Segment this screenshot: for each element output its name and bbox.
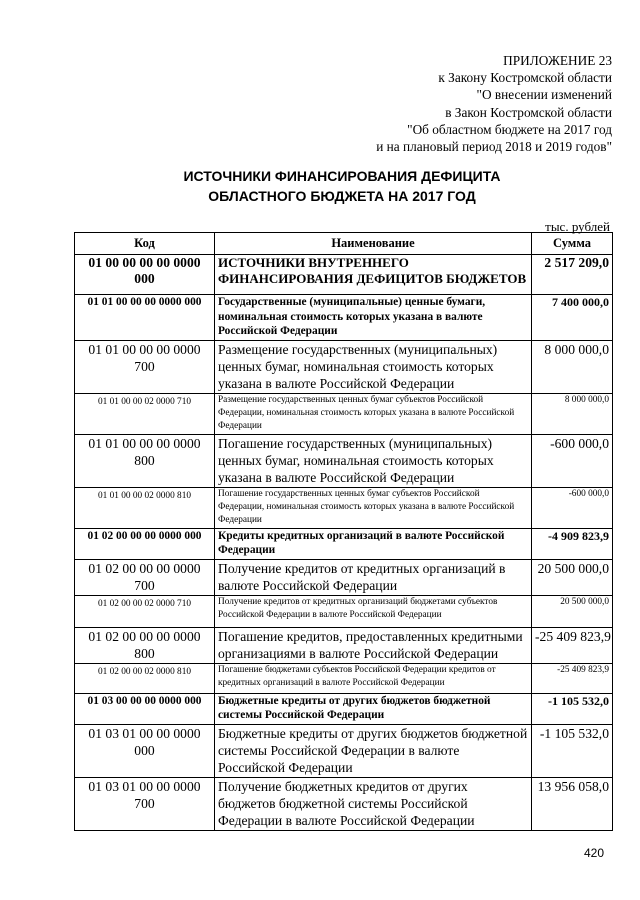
table-row — [75, 487, 613, 528]
row-code: 01 02 00 00 00 0000 700 — [75, 559, 215, 595]
row-name: Размещение государственных (муниципальных) ценных бумаг, номинальная стоимость которых указана в валюте Российской Федерации — [215, 340, 532, 393]
document-title — [0, 166, 640, 206]
appendix-line: ПРИЛОЖЕНИЕ 23 — [503, 53, 612, 68]
row-amount: 8 000 000,0 — [532, 393, 613, 434]
table-row — [75, 559, 613, 595]
title-line: ИСТОЧНИКИ ФИНАНСИРОВАНИЯ ДЕФИЦИТА — [183, 168, 501, 184]
table-row — [75, 777, 613, 830]
page-number: 420 — [584, 846, 605, 860]
table-row — [75, 663, 613, 693]
row-amount: -1 105 532,0 — [532, 693, 613, 724]
row-code: 01 02 00 00 02 0000 710 — [75, 595, 215, 627]
row-amount: 8 000 000,0 — [532, 340, 613, 393]
appendix-line: в Закон Костромской области — [445, 104, 612, 120]
row-amount: -600 000,0 — [532, 487, 613, 528]
row-name: Бюджетные кредиты от других бюджетов бюджетной системы Российской Федерации — [215, 693, 532, 724]
row-amount: 20 500 000,0 — [532, 559, 613, 595]
row-code: 01 01 00 00 00 0000 000 — [75, 295, 215, 341]
row-code: 01 01 00 00 02 0000 710 — [75, 393, 215, 434]
row-amount: -25 409 823,9 — [532, 627, 613, 663]
appendix-line: "О внесении изменений — [476, 87, 612, 103]
financing-sources-table — [74, 232, 613, 831]
appendix-header — [300, 52, 612, 155]
appendix-line: "Об областном бюджете на 2017 год — [407, 121, 612, 137]
row-amount: 20 500 000,0 — [532, 595, 613, 627]
row-name: Бюджетные кредиты от других бюджетов бюджетной системы Российской Федерации в валюте Российской Федерации — [215, 724, 532, 777]
table-row — [75, 693, 613, 724]
table-row — [75, 434, 613, 487]
row-amount: -1 105 532,0 — [532, 724, 613, 777]
row-name: Получение кредитов от кредитных организаций бюджетами субъектов Российской Федерации в валюте Российской Федерации — [215, 595, 532, 627]
units-label: тыс. рублей — [545, 219, 610, 234]
table-row — [75, 595, 613, 627]
row-code: 01 02 00 00 02 0000 810 — [75, 663, 215, 693]
row-code: 01 01 00 00 00 0000 700 — [75, 340, 215, 393]
row-amount: -25 409 823,9 — [532, 663, 613, 693]
appendix-line: к Закону Костромской области — [438, 70, 612, 86]
table-row — [75, 393, 613, 434]
row-name: Получение бюджетных кредитов от других бюджетов бюджетной системы Российской Федерации в валюте Российской Федерации — [215, 777, 532, 830]
row-amount: -600 000,0 — [532, 434, 613, 487]
column-header-amount: Сумма — [532, 233, 613, 255]
column-header-name: Наименование — [215, 233, 532, 255]
table-row — [75, 528, 613, 559]
row-name: Получение кредитов от кредитных организаций в валюте Российской Федерации — [215, 559, 532, 595]
row-name: Погашение государственных ценных бумаг субъектов Российской Федерации, номинальная стоимость которых указана в валюте Российской Федерации — [215, 487, 532, 528]
row-name: Размещение государственных ценных бумаг субъектов Российской Федерации, номинальная стоимость которых указана в валюте Российской Федерации — [215, 393, 532, 434]
table-row — [75, 255, 613, 295]
appendix-line: и на плановый период 2018 и 2019 годов" — [376, 139, 612, 155]
row-name: Государственные (муниципальные) ценные бумаги, номинальная стоимость которых указана в валюте Российской Федерации — [215, 295, 532, 341]
row-code: 01 01 00 00 00 0000 800 — [75, 434, 215, 487]
row-amount: 7 400 000,0 — [532, 295, 613, 341]
row-code: 01 01 00 00 02 0000 810 — [75, 487, 215, 528]
row-code: 01 02 00 00 00 0000 800 — [75, 627, 215, 663]
row-name: Погашение бюджетами субъектов Российской Федерации кредитов от кредитных организаций в валюте Российской Федерации — [215, 663, 532, 693]
row-code: 01 03 01 00 00 0000 700 — [75, 777, 215, 830]
row-name: Кредиты кредитных организаций в валюте Российской Федерации — [215, 528, 532, 559]
row-code: 01 03 00 00 00 0000 000 — [75, 693, 215, 724]
row-name: Погашение государственных (муниципальных) ценных бумаг, номинальная стоимость которых указана в валюте Российской Федерации — [215, 434, 532, 487]
row-name: ИСТОЧНИКИ ВНУТРЕННЕГО ФИНАНСИРОВАНИЯ ДЕФИЦИТОВ БЮДЖЕТОВ — [215, 255, 532, 295]
row-name: Погашение кредитов, предоставленных кредитными организациями в валюте Российской Федерации — [215, 627, 532, 663]
row-code: 01 00 00 00 00 0000 000 — [75, 255, 215, 295]
row-amount: 13 956 058,0 — [532, 777, 613, 830]
row-code: 01 03 01 00 00 0000 000 — [75, 724, 215, 777]
table-row — [75, 627, 613, 663]
table-row — [75, 340, 613, 393]
table-row — [75, 295, 613, 341]
column-header-code: Код — [75, 233, 215, 255]
table-row — [75, 724, 613, 777]
row-code: 01 02 00 00 00 0000 000 — [75, 528, 215, 559]
row-amount: -4 909 823,9 — [532, 528, 613, 559]
title-line: ОБЛАСТНОГО БЮДЖЕТА НА 2017 ГОД — [208, 188, 476, 204]
row-amount: 2 517 209,0 — [532, 255, 613, 295]
